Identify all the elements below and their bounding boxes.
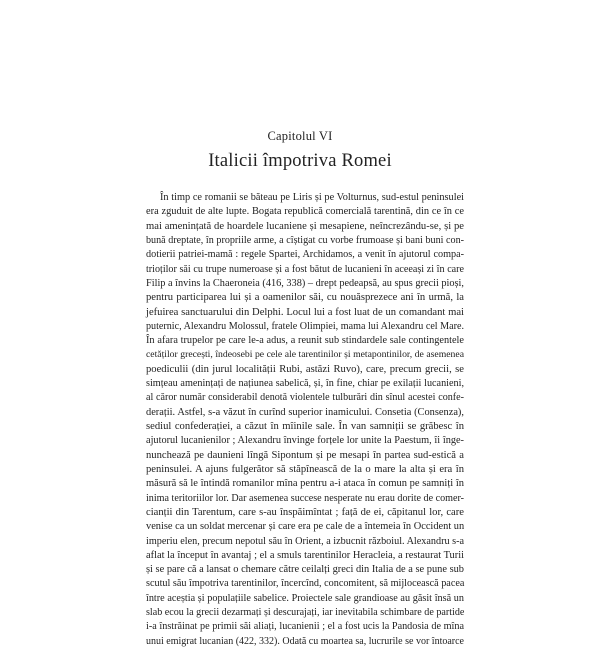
text-line: cianții din Tarentum, care s-au înspăimîntat ; față de ei, căpitanul lor, care (146, 506, 464, 518)
text-line: bună dreptate, în propriile arme, a cîștigat cu vorbe frumoase și bani buni con- (146, 234, 464, 246)
text-line: jefuirea sanctuarului din Delphi. Locul lui a fost luat de un comandant mai (146, 306, 464, 318)
text-line: ajutorul lucanienilor ; Alexandru învinge forțele lor unite la Paestum, îi înge- (146, 435, 464, 447)
text-line: venise ca un soldat mercenar și care era pe cale de a întemeia în Occident un (146, 521, 465, 533)
text-line: Filip a învins la Chaeroneia (416, 338) – drept pedeapsă, au spus grecii pioși, (146, 277, 464, 289)
text-line: nunchează pe daunieni lîngă Sipontum și pe mesapi în partea sud-estică a (146, 449, 464, 461)
text-line: mai amenințată de hoardele lucaniene și mesapiene, neîncrezându-se, și pe (146, 220, 464, 232)
body-text (146, 191, 464, 649)
text-line: și se pare că a lansat o chemare către ceilalți greci din Italia de a se pune sub (146, 564, 464, 576)
text-line: scutul său împotriva tarentinilor, încercînd, concomitent, să mijlocească pacea (146, 578, 465, 590)
text-line: peninsulei. A ajuns fulgerător să stăpînească de la o mare la alta și era în (146, 463, 464, 475)
text-line: al căror număr considerabil denotă violentele tulburări din sînul acestei confe- (146, 392, 464, 404)
chapter-title: Italicii împotriva Romei (208, 151, 392, 171)
text-line: În afara trupelor pe care le-a adus, a reunit sub stindardele sale contingentele (146, 335, 464, 347)
text-line: era zguduit de alte lupte. Bogata republică comercială tarentină, din ce în ce (146, 206, 464, 218)
text-line: În timp ce romanii se băteau pe Liris și pe Volturnus, sud-estul peninsulei (160, 192, 464, 203)
text-line: măsură să le întindă romanilor mîna pentru a-i ataca în comun pe samniți în (146, 478, 464, 490)
text-line: unui emigrat lucanian (422, 332). Odată cu moartea sa, lucrurile se vor întoarce (146, 635, 464, 647)
text-line: sediul confederației, a căzut în mîinile sale. În van samniții se grăbesc în (146, 421, 464, 432)
text-line: aflat la început în avantaj ; el a smuls tarentinilor Heracleia, a restaurat Turii (146, 549, 464, 561)
text-line: derații. Astfel, s-a văzut în curînd superior inamicului. Consetia (Consenza), (146, 406, 464, 418)
text-line: între aceștia și populațiile sabelice. Proiectele sale grandioase au găsit însă un (146, 592, 464, 604)
text-line: inima teritoriilor lor. Dar asemenea succese nesperate nu erau dorite de comer- (146, 492, 464, 504)
text-line: slab ecou la grecii dezarmați și descurajați, iar inevitabila schimbare de partide (146, 607, 465, 619)
text-line: pentru participarea lui și a oamenilor săi, cu nouăsprezece ani în urmă, la (146, 292, 464, 304)
text-line: cetăților grecești, îndeosebi pe cele ale tarentinilor și metapontinilor, de asemenea (146, 349, 464, 361)
text-line: i-a înstrăinat pe primii săi aliați, lucanienii ; el a fost ucis la Pandosia de mîna (146, 621, 464, 633)
chapter-number: Capitolul VI (267, 129, 333, 143)
text-line: imperiu elen, precum nepotul său în Orient, a izbucnit războiul. Alexandru s-a (146, 535, 464, 547)
text-line: puternic, Alexandru Molossul, fratele Olimpiei, mama lui Alexandru cel Mare. (146, 320, 464, 332)
text-line: dotierii patriei-mamă : regele Spartei, Archidamos, a venit în ajutorul compa- (146, 249, 464, 261)
text-line: trioților săi cu trupe numeroase și a fost bătut de lucanieni în aceeași zi în care (146, 263, 464, 275)
text-line: simțeau amenințați de națiunea sabelică, și, în fine, chiar pe exilații lucanieni, (146, 378, 464, 390)
text-line: poediculii (din jurul localității Rubi, astăzi Ruvo), care, precum grecii, se (146, 363, 464, 375)
